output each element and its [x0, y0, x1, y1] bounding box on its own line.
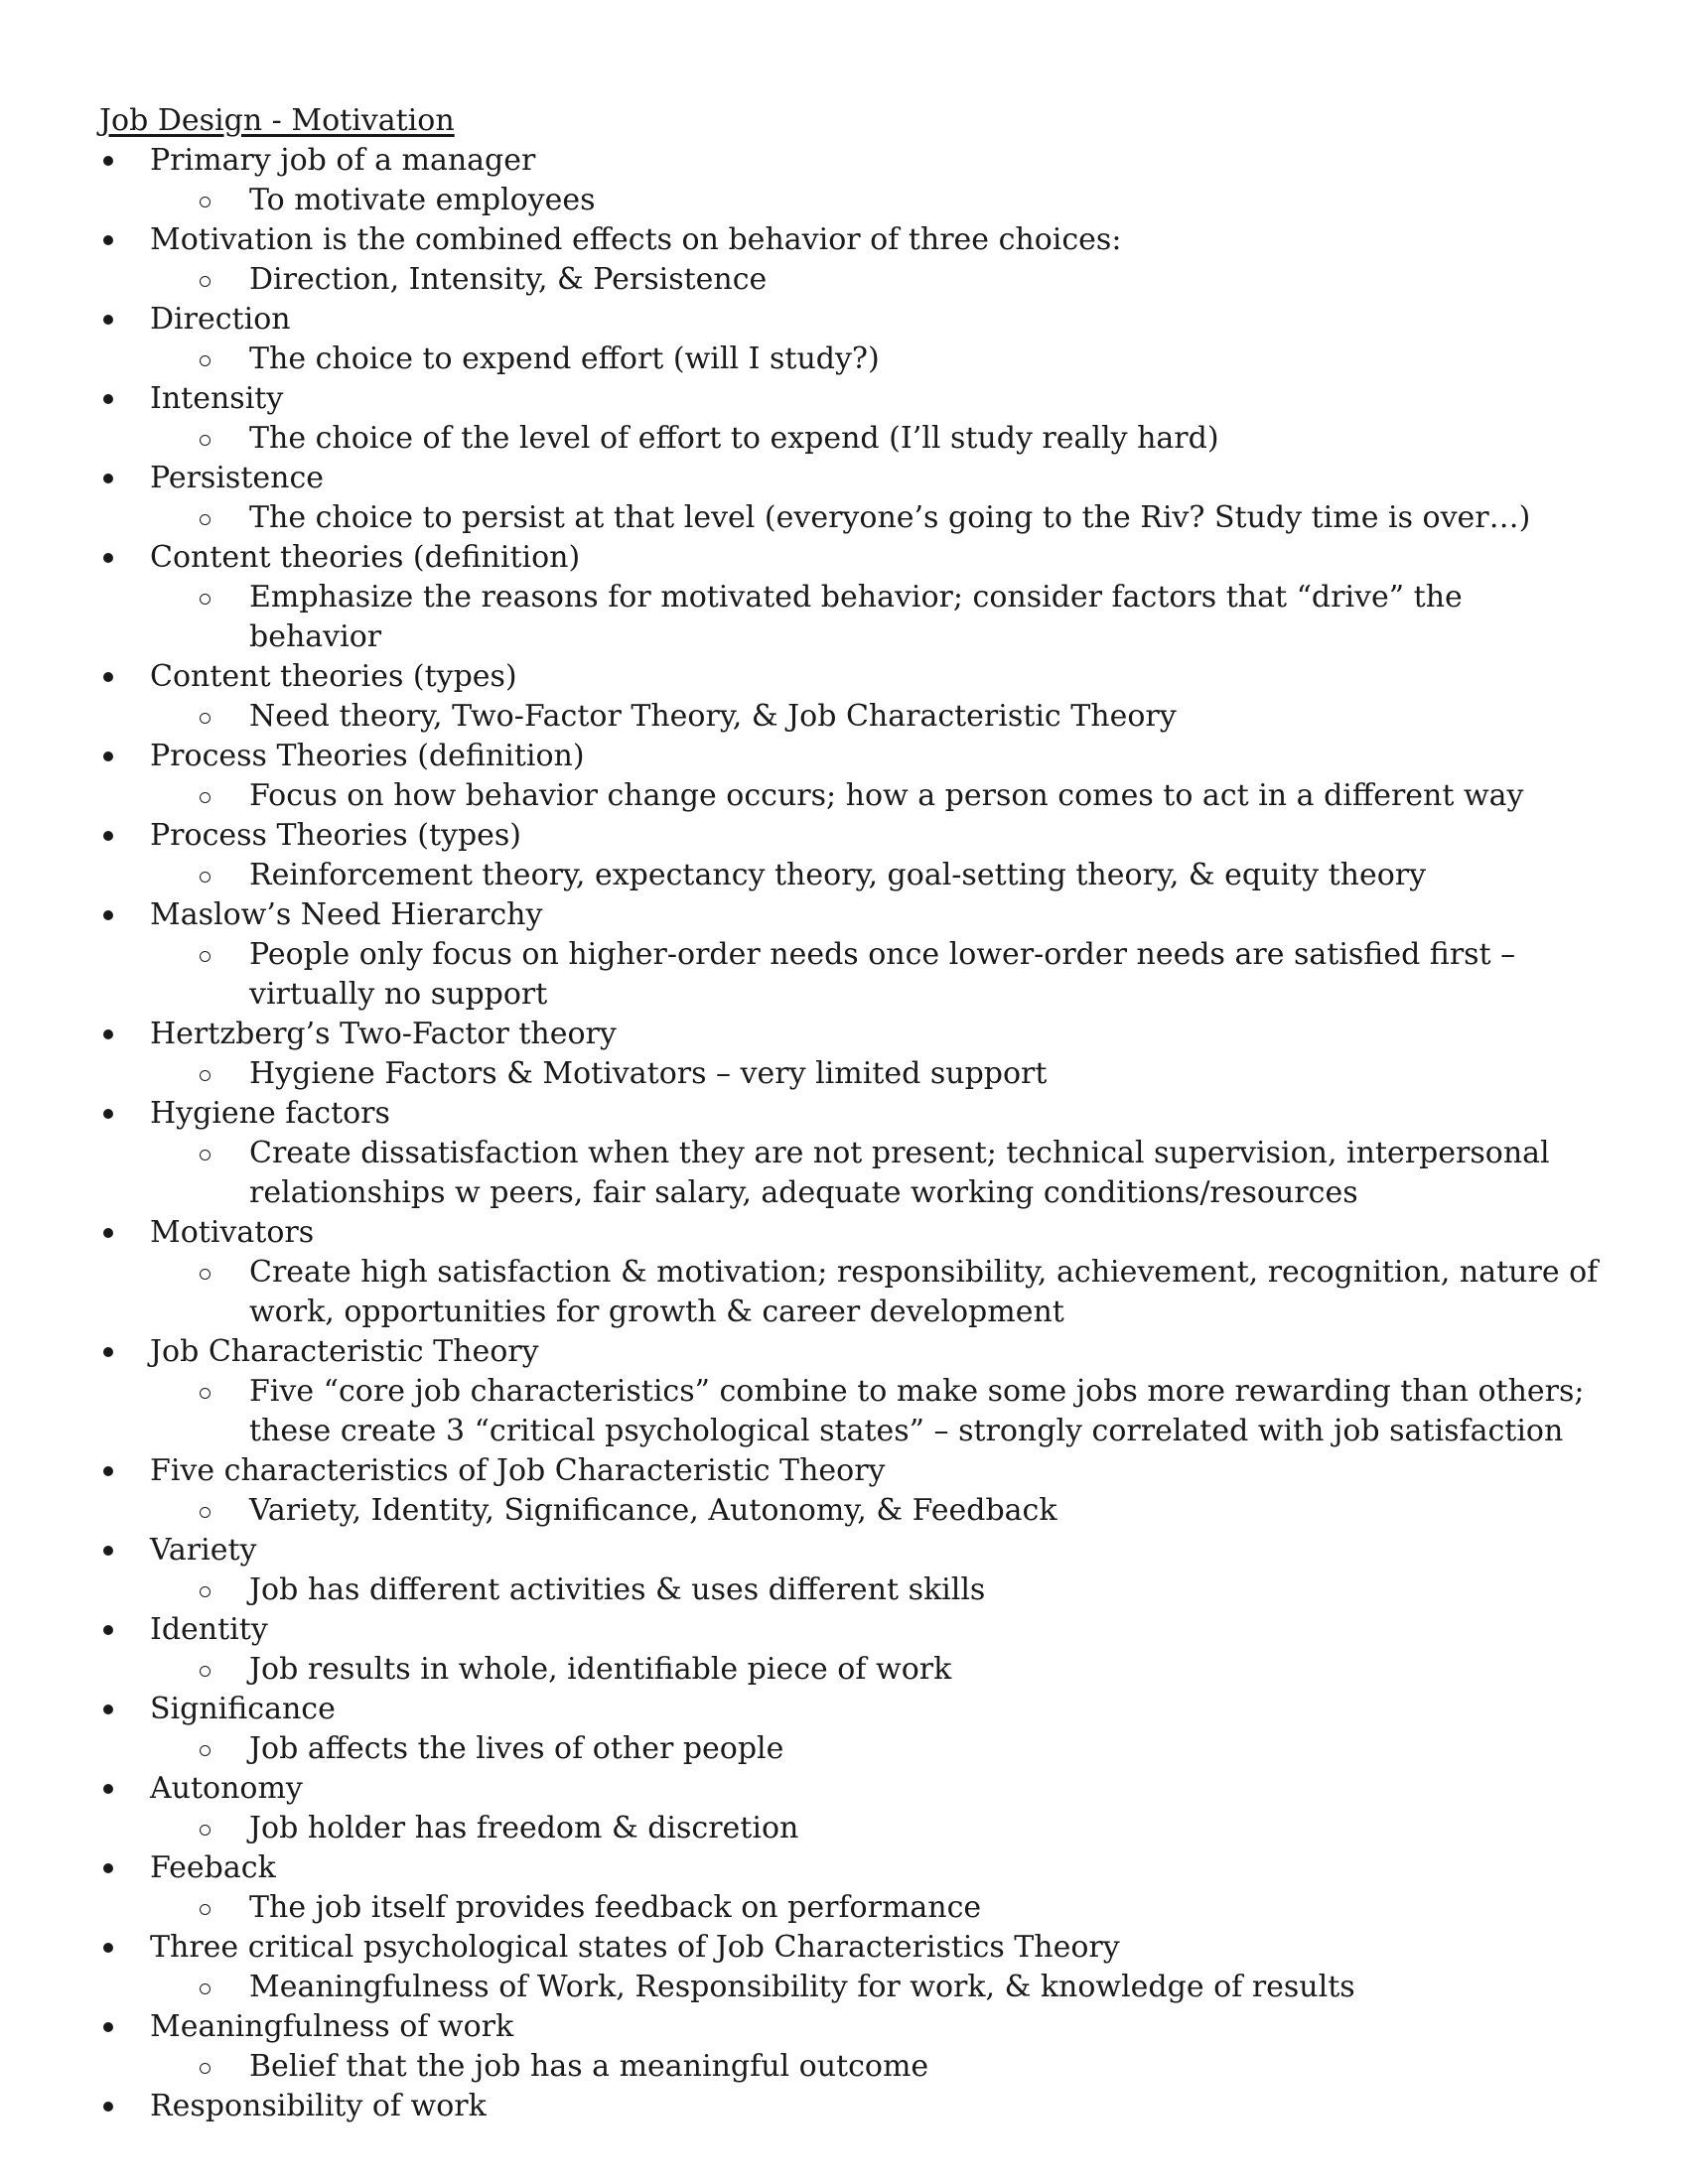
list-item: [99, 141, 1609, 220]
sub-bullet-list: [150, 935, 1609, 1015]
bullet-icon: [103, 2102, 113, 2112]
hollow-circle-bullet-icon: [200, 1586, 211, 1597]
bullet-icon: [103, 1705, 113, 1714]
sub-list-item-text: The job itself provides feedback on performance: [249, 1890, 982, 1925]
bullet-icon: [103, 315, 113, 325]
sub-list-item: [150, 1650, 1609, 1690]
sub-list-item: [150, 1729, 1609, 1769]
bullet-icon: [103, 474, 113, 483]
hollow-circle-bullet-icon: [200, 872, 211, 883]
sub-bullet-list: [150, 578, 1609, 657]
sub-list-item-text: To motivate employees: [249, 183, 596, 217]
list-item: [99, 1451, 1609, 1531]
list-item: [99, 2087, 1609, 2126]
list-item-text: Significance: [150, 1692, 336, 1726]
hollow-circle-bullet-icon: [200, 514, 211, 525]
sub-bullet-list: [150, 1372, 1609, 1451]
list-item-text: Feeback: [150, 1850, 276, 1885]
hollow-circle-bullet-icon: [200, 355, 211, 366]
list-item: [99, 657, 1609, 737]
hollow-circle-bullet-icon: [200, 1269, 211, 1280]
bullet-icon: [103, 1109, 113, 1119]
sub-list-item-text: The choice of the level of effort to expend (I’ll study really hard): [249, 421, 1219, 456]
sub-bullet-list: [150, 1054, 1609, 1094]
sub-bullet-list: [150, 856, 1609, 895]
bullet-icon: [103, 1943, 113, 1953]
sub-list-item-text: People only focus on higher-order needs once lower-order needs are satisfied first – virtually no support: [249, 937, 1516, 1012]
sub-list-item-text: Create high satisfaction & motivation; responsibility, achievement, recognition, nature of work, opportunities for growth & career development: [249, 1255, 1599, 1329]
list-item-text: Process Theories (types): [150, 818, 522, 853]
sub-list-item: [150, 1134, 1609, 1213]
sub-bullet-list: [150, 776, 1609, 816]
sub-list-item-text: Focus on how behavior change occurs; how a person comes to act in a different way: [249, 778, 1524, 813]
list-item: [99, 538, 1609, 657]
sub-list-item: [150, 181, 1609, 220]
list-item: [99, 220, 1609, 300]
hollow-circle-bullet-icon: [200, 1388, 211, 1399]
sub-list-item-text: The choice to expend effort (will I study?): [249, 341, 880, 376]
sub-list-item-text: Direction, Intensity, & Persistence: [249, 262, 768, 297]
sub-list-item: [150, 578, 1609, 657]
sub-bullet-list: [150, 1729, 1609, 1769]
bullet-icon: [103, 910, 113, 920]
sub-list-item: [150, 1372, 1609, 1451]
sub-bullet-list: [150, 1650, 1609, 1690]
list-item-text: Hygiene factors: [150, 1096, 390, 1131]
list-item-text: Content theories (types): [150, 659, 517, 694]
list-item-text: Process Theories (definition): [150, 739, 585, 773]
list-item: [99, 895, 1609, 1015]
list-item-text: Five characteristics of Job Characteristic Theory: [150, 1453, 886, 1488]
sub-list-item: [150, 1968, 1609, 2007]
list-item: [99, 1015, 1609, 1094]
sub-list-item: [150, 1570, 1609, 1610]
sub-list-item-text: Belief that the job has a meaningful outcome: [249, 2049, 929, 2084]
sub-list-item-text: Variety, Identity, Significance, Autonomy, & Feedback: [249, 1493, 1057, 1528]
sub-bullet-list: [150, 1134, 1609, 1213]
sub-list-item-text: Hygiene Factors & Motivators – very limited support: [249, 1056, 1048, 1091]
hollow-circle-bullet-icon: [200, 1904, 211, 1915]
list-item-text: Persistence: [150, 461, 325, 495]
sub-list-item: [150, 1809, 1609, 1848]
sub-list-item-text: Job affects the lives of other people: [249, 1731, 784, 1766]
sub-list-item: [150, 260, 1609, 300]
list-item-text: Intensity: [150, 381, 284, 416]
sub-list-item-text: Job has different activities & uses different skills: [249, 1572, 986, 1607]
sub-list-item: [150, 856, 1609, 895]
hollow-circle-bullet-icon: [200, 594, 211, 605]
sub-list-item-text: Need theory, Two-Factor Theory, & Job Characteristic Theory: [249, 699, 1177, 734]
list-item-text: Job Characteristic Theory: [150, 1334, 539, 1369]
list-item: [99, 1610, 1609, 1690]
list-item-text: Variety: [150, 1533, 257, 1568]
sub-list-item: [150, 340, 1609, 379]
sub-list-item-text: Five “core job characteristics” combine to make some jobs more rewarding than others; these create 3 “critical psychological states” – strongly correlated with job satisfaction: [249, 1374, 1585, 1448]
bullet-icon: [103, 1466, 113, 1476]
list-item: [99, 1690, 1609, 1769]
document-body: [99, 101, 1609, 2126]
document-title: Job Design - Motivation: [99, 103, 455, 138]
sub-list-item: [150, 697, 1609, 737]
list-item: [99, 1213, 1609, 1332]
hollow-circle-bullet-icon: [200, 1825, 211, 1836]
sub-list-item: [150, 1054, 1609, 1094]
list-item-text: Three critical psychological states of Job Characteristics Theory: [150, 1930, 1120, 1965]
sub-list-item: [150, 1888, 1609, 1928]
sub-bullet-list: [150, 1968, 1609, 2007]
hollow-circle-bullet-icon: [200, 2063, 211, 2074]
sub-list-item-text: Job holder has freedom & discretion: [249, 1811, 799, 1845]
sub-list-item-text: Create dissatisfaction when they are not present; technical supervision, interpersonal relationships w peers, fair salary, adequate working conditions/resources: [249, 1136, 1550, 1210]
sub-bullet-list: [150, 181, 1609, 220]
bullet-icon: [103, 1784, 113, 1794]
list-item-text: Identity: [150, 1612, 268, 1647]
list-item: [99, 2007, 1609, 2087]
list-item: [99, 1531, 1609, 1610]
sub-bullet-list: [150, 260, 1609, 300]
sub-bullet-list: [150, 498, 1609, 538]
list-item: [99, 459, 1609, 538]
hollow-circle-bullet-icon: [200, 197, 211, 207]
list-item: [99, 1094, 1609, 1213]
list-item-text: Maslow’s Need Hierarchy: [150, 897, 543, 932]
hollow-circle-bullet-icon: [200, 435, 211, 446]
list-item-text: Motivation is the combined effects on behavior of three choices:: [150, 222, 1122, 257]
hollow-circle-bullet-icon: [200, 276, 211, 287]
list-item-text: Autonomy: [150, 1771, 303, 1806]
sub-list-item-text: The choice to persist at that level (everyone’s going to the Riv? Study time is over…): [249, 500, 1531, 535]
list-item: [99, 379, 1609, 459]
list-item-text: Direction: [150, 302, 291, 337]
hollow-circle-bullet-icon: [200, 713, 211, 724]
list-item-text: Primary job of a manager: [150, 143, 536, 178]
list-item-text: Content theories (definition): [150, 540, 581, 575]
main-bullet-list: [99, 141, 1609, 2126]
sub-bullet-list: [150, 1253, 1609, 1332]
hollow-circle-bullet-icon: [200, 1983, 211, 1994]
sub-bullet-list: [150, 1809, 1609, 1848]
sub-list-item-text: Reinforcement theory, expectancy theory, goal-setting theory, & equity theory: [249, 858, 1427, 892]
list-item-text: Meaningfulness of work: [150, 2009, 514, 2044]
sub-bullet-list: [150, 1888, 1609, 1928]
sub-list-item: [150, 776, 1609, 816]
sub-list-item-text: Job results in whole, identifiable piece of work: [249, 1652, 952, 1687]
sub-bullet-list: [150, 340, 1609, 379]
sub-list-item-text: Meaningfulness of Work, Responsibility for work, & knowledge of results: [249, 1970, 1355, 2004]
bullet-icon: [103, 1863, 113, 1873]
list-item: [99, 1769, 1609, 1848]
bullet-icon: [103, 1228, 113, 1238]
list-item: [99, 1332, 1609, 1451]
list-item: [99, 300, 1609, 379]
bullet-icon: [103, 553, 113, 563]
hollow-circle-bullet-icon: [200, 1507, 211, 1518]
list-item: [99, 1928, 1609, 2007]
sub-bullet-list: [150, 419, 1609, 459]
bullet-icon: [103, 1625, 113, 1635]
list-item-text: Hertzberg’s Two-Factor theory: [150, 1017, 617, 1051]
bullet-icon: [103, 156, 113, 166]
sub-bullet-list: [150, 697, 1609, 737]
sub-bullet-list: [150, 1570, 1609, 1610]
sub-list-item: [150, 935, 1609, 1015]
sub-list-item: [150, 1253, 1609, 1332]
list-item-text: Responsibility of work: [150, 2089, 487, 2123]
sub-list-item: [150, 419, 1609, 459]
list-item: [99, 737, 1609, 816]
bullet-icon: [103, 672, 113, 682]
bullet-icon: [103, 1347, 113, 1357]
bullet-icon: [103, 831, 113, 841]
list-item: [99, 816, 1609, 895]
hollow-circle-bullet-icon: [200, 792, 211, 803]
sub-list-item: [150, 2047, 1609, 2087]
hollow-circle-bullet-icon: [200, 1666, 211, 1677]
sub-bullet-list: [150, 1491, 1609, 1531]
list-item-text: Motivators: [150, 1215, 315, 1250]
bullet-icon: [103, 235, 113, 245]
hollow-circle-bullet-icon: [200, 1745, 211, 1756]
sub-list-item: [150, 498, 1609, 538]
bullet-icon: [103, 1029, 113, 1039]
sub-list-item: [150, 1491, 1609, 1531]
hollow-circle-bullet-icon: [200, 951, 211, 962]
bullet-icon: [103, 394, 113, 404]
hollow-circle-bullet-icon: [200, 1070, 211, 1081]
bullet-icon: [103, 2022, 113, 2032]
sub-list-item-text: Emphasize the reasons for motivated behavior; consider factors that “drive” the behavior: [249, 580, 1463, 654]
list-item: [99, 1848, 1609, 1928]
bullet-icon: [103, 1546, 113, 1556]
hollow-circle-bullet-icon: [200, 1150, 211, 1160]
sub-bullet-list: [150, 2047, 1609, 2087]
bullet-icon: [103, 751, 113, 761]
